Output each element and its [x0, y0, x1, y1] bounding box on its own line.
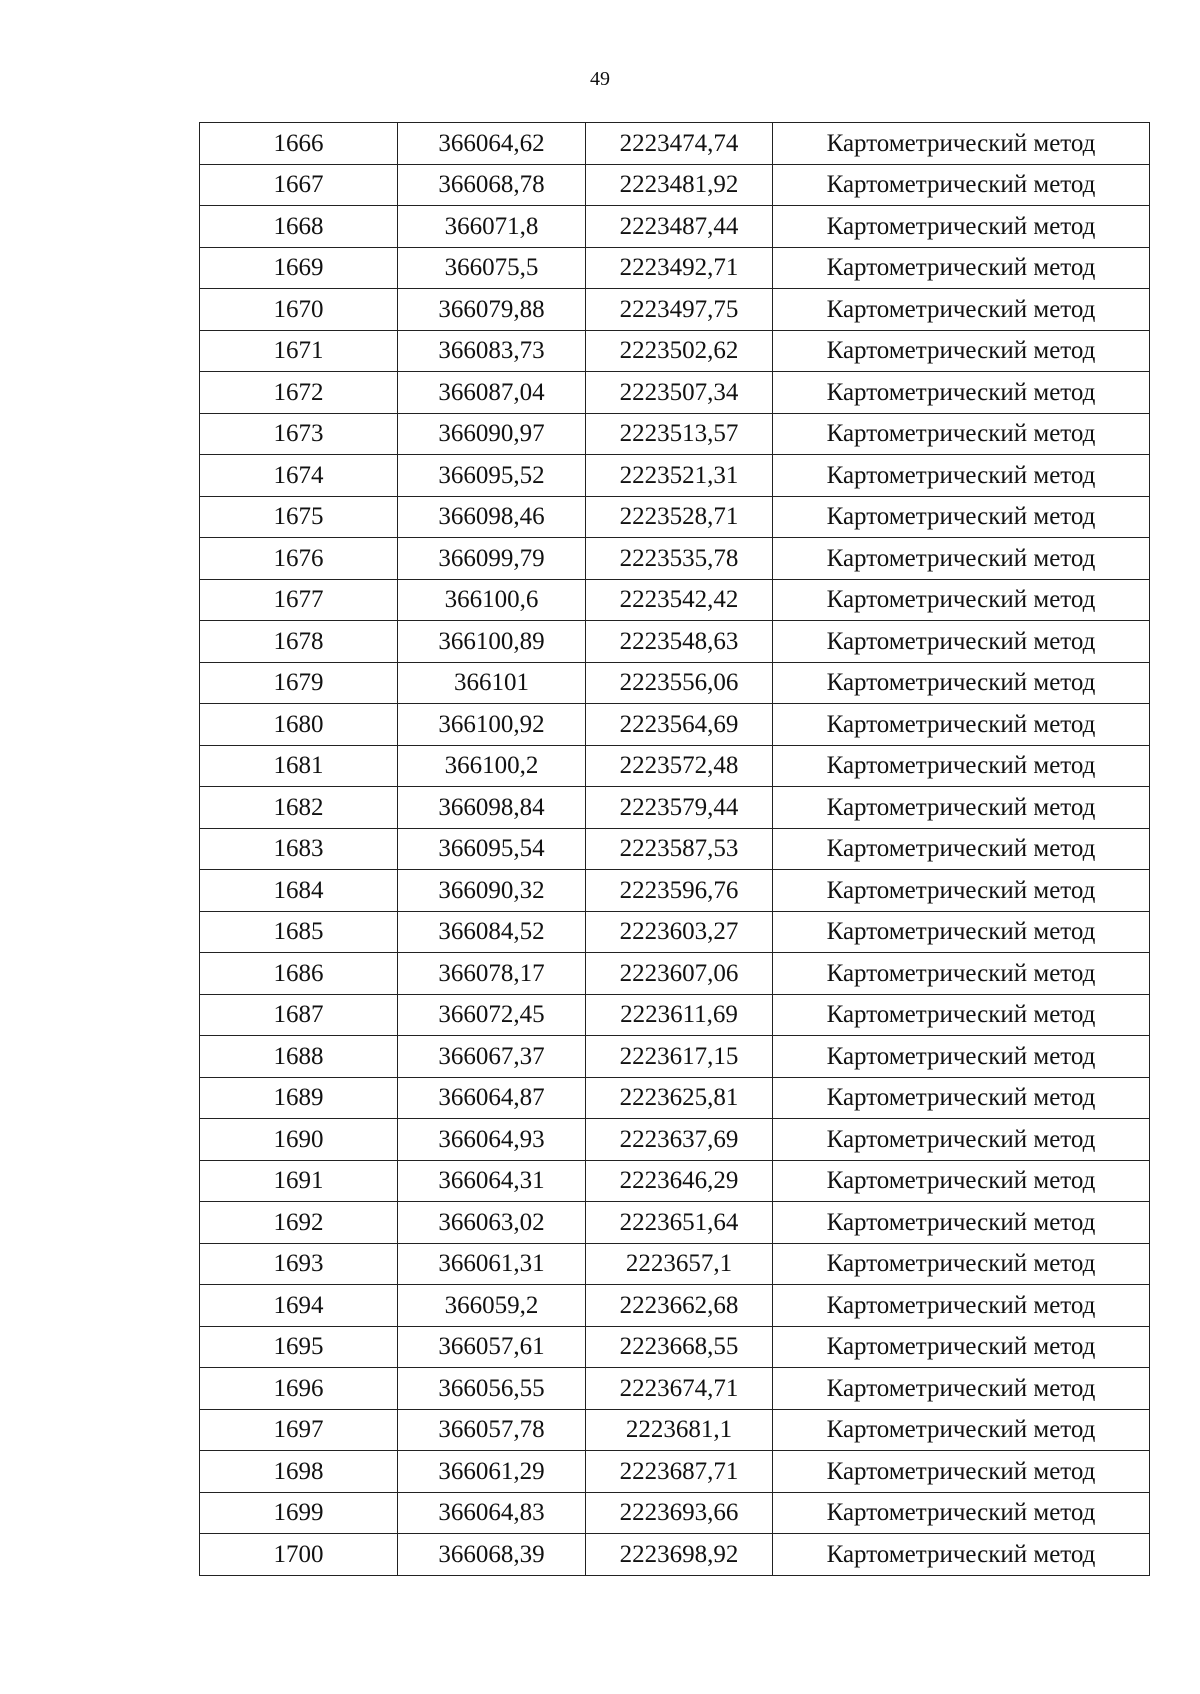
- x-coordinate-cell: 366061,29: [398, 1451, 586, 1493]
- x-coordinate-cell: 366064,62: [398, 123, 586, 165]
- y-coordinate-cell: 2223481,92: [586, 164, 773, 206]
- point-number-cell: 1678: [200, 621, 398, 663]
- y-coordinate-cell: 2223502,62: [586, 330, 773, 372]
- y-coordinate-cell: 2223625,81: [586, 1077, 773, 1119]
- method-cell: Картометрический метод: [773, 994, 1150, 1036]
- point-number-cell: 1684: [200, 870, 398, 912]
- table-row: [200, 704, 1150, 746]
- method-cell: Картометрический метод: [773, 455, 1150, 497]
- x-coordinate-cell: 366057,61: [398, 1326, 586, 1368]
- point-number-cell: 1685: [200, 911, 398, 953]
- x-coordinate-cell: 366087,04: [398, 372, 586, 414]
- x-coordinate-cell: 366078,17: [398, 953, 586, 995]
- method-cell: Картометрический метод: [773, 1492, 1150, 1534]
- method-cell: Картометрический метод: [773, 330, 1150, 372]
- x-coordinate-cell: 366067,37: [398, 1036, 586, 1078]
- point-number-cell: 1677: [200, 579, 398, 621]
- point-number-cell: 1687: [200, 994, 398, 1036]
- method-cell: Картометрический метод: [773, 372, 1150, 414]
- x-coordinate-cell: 366059,2: [398, 1285, 586, 1327]
- point-number-cell: 1690: [200, 1119, 398, 1161]
- y-coordinate-cell: 2223564,69: [586, 704, 773, 746]
- x-coordinate-cell: 366098,46: [398, 496, 586, 538]
- y-coordinate-cell: 2223487,44: [586, 206, 773, 248]
- x-coordinate-cell: 366099,79: [398, 538, 586, 580]
- method-cell: Картометрический метод: [773, 289, 1150, 331]
- y-coordinate-cell: 2223513,57: [586, 413, 773, 455]
- method-cell: Картометрический метод: [773, 206, 1150, 248]
- point-number-cell: 1668: [200, 206, 398, 248]
- x-coordinate-cell: 366071,8: [398, 206, 586, 248]
- x-coordinate-cell: 366063,02: [398, 1202, 586, 1244]
- method-cell: Картометрический метод: [773, 579, 1150, 621]
- x-coordinate-cell: 366068,39: [398, 1534, 586, 1576]
- table-row: [200, 206, 1150, 248]
- table-row: [200, 247, 1150, 289]
- point-number-cell: 1698: [200, 1451, 398, 1493]
- method-cell: Картометрический метод: [773, 1368, 1150, 1410]
- point-number-cell: 1675: [200, 496, 398, 538]
- table-row: [200, 1451, 1150, 1493]
- point-number-cell: 1674: [200, 455, 398, 497]
- method-cell: Картометрический метод: [773, 1326, 1150, 1368]
- table-row: [200, 413, 1150, 455]
- x-coordinate-cell: 366057,78: [398, 1409, 586, 1451]
- coordinates-table: [199, 122, 1150, 1576]
- point-number-cell: 1693: [200, 1243, 398, 1285]
- point-number-cell: 1679: [200, 662, 398, 704]
- x-coordinate-cell: 366101: [398, 662, 586, 704]
- y-coordinate-cell: 2223572,48: [586, 745, 773, 787]
- point-number-cell: 1697: [200, 1409, 398, 1451]
- x-coordinate-cell: 366090,97: [398, 413, 586, 455]
- table-row: [200, 123, 1150, 165]
- y-coordinate-cell: 2223607,06: [586, 953, 773, 995]
- y-coordinate-cell: 2223637,69: [586, 1119, 773, 1161]
- y-coordinate-cell: 2223651,64: [586, 1202, 773, 1244]
- table-row: [200, 1326, 1150, 1368]
- y-coordinate-cell: 2223611,69: [586, 994, 773, 1036]
- table-row: [200, 1036, 1150, 1078]
- table-row: [200, 538, 1150, 580]
- x-coordinate-cell: 366084,52: [398, 911, 586, 953]
- method-cell: Картометрический метод: [773, 704, 1150, 746]
- y-coordinate-cell: 2223548,63: [586, 621, 773, 663]
- method-cell: Картометрический метод: [773, 1119, 1150, 1161]
- method-cell: Картометрический метод: [773, 1036, 1150, 1078]
- method-cell: Картометрический метод: [773, 413, 1150, 455]
- point-number-cell: 1691: [200, 1160, 398, 1202]
- point-number-cell: 1670: [200, 289, 398, 331]
- x-coordinate-cell: 366098,84: [398, 787, 586, 829]
- x-coordinate-cell: 366100,2: [398, 745, 586, 787]
- table-row: [200, 372, 1150, 414]
- y-coordinate-cell: 2223497,75: [586, 289, 773, 331]
- y-coordinate-cell: 2223521,31: [586, 455, 773, 497]
- point-number-cell: 1692: [200, 1202, 398, 1244]
- method-cell: Картометрический метод: [773, 1409, 1150, 1451]
- point-number-cell: 1673: [200, 413, 398, 455]
- table-row: [200, 1534, 1150, 1576]
- table-row: [200, 579, 1150, 621]
- x-coordinate-cell: 366061,31: [398, 1243, 586, 1285]
- y-coordinate-cell: 2223535,78: [586, 538, 773, 580]
- y-coordinate-cell: 2223556,06: [586, 662, 773, 704]
- y-coordinate-cell: 2223596,76: [586, 870, 773, 912]
- method-cell: Картометрический метод: [773, 1202, 1150, 1244]
- method-cell: Картометрический метод: [773, 496, 1150, 538]
- point-number-cell: 1683: [200, 828, 398, 870]
- table-row: [200, 745, 1150, 787]
- table-row: [200, 994, 1150, 1036]
- x-coordinate-cell: 366095,52: [398, 455, 586, 497]
- table-row: [200, 1243, 1150, 1285]
- table-row: [200, 870, 1150, 912]
- table-row: [200, 289, 1150, 331]
- table-row: [200, 1409, 1150, 1451]
- y-coordinate-cell: 2223674,71: [586, 1368, 773, 1410]
- method-cell: Картометрический метод: [773, 621, 1150, 663]
- point-number-cell: 1680: [200, 704, 398, 746]
- x-coordinate-cell: 366100,6: [398, 579, 586, 621]
- point-number-cell: 1681: [200, 745, 398, 787]
- method-cell: Картометрический метод: [773, 1077, 1150, 1119]
- x-coordinate-cell: 366075,5: [398, 247, 586, 289]
- table-row: [200, 1077, 1150, 1119]
- page-number: 49: [590, 68, 610, 90]
- point-number-cell: 1700: [200, 1534, 398, 1576]
- y-coordinate-cell: 2223662,68: [586, 1285, 773, 1327]
- point-number-cell: 1666: [200, 123, 398, 165]
- method-cell: Картометрический метод: [773, 745, 1150, 787]
- x-coordinate-cell: 366079,88: [398, 289, 586, 331]
- method-cell: Картометрический метод: [773, 1451, 1150, 1493]
- x-coordinate-cell: 366064,93: [398, 1119, 586, 1161]
- y-coordinate-cell: 2223657,1: [586, 1243, 773, 1285]
- y-coordinate-cell: 2223603,27: [586, 911, 773, 953]
- method-cell: Картометрический метод: [773, 828, 1150, 870]
- y-coordinate-cell: 2223698,92: [586, 1534, 773, 1576]
- point-number-cell: 1699: [200, 1492, 398, 1534]
- table-row: [200, 621, 1150, 663]
- point-number-cell: 1669: [200, 247, 398, 289]
- method-cell: Картометрический метод: [773, 538, 1150, 580]
- point-number-cell: 1676: [200, 538, 398, 580]
- table-row: [200, 1285, 1150, 1327]
- x-coordinate-cell: 366056,55: [398, 1368, 586, 1410]
- y-coordinate-cell: 2223507,34: [586, 372, 773, 414]
- point-number-cell: 1686: [200, 953, 398, 995]
- x-coordinate-cell: 366068,78: [398, 164, 586, 206]
- point-number-cell: 1672: [200, 372, 398, 414]
- y-coordinate-cell: 2223528,71: [586, 496, 773, 538]
- method-cell: Картометрический метод: [773, 164, 1150, 206]
- method-cell: Картометрический метод: [773, 1534, 1150, 1576]
- point-number-cell: 1671: [200, 330, 398, 372]
- y-coordinate-cell: 2223542,42: [586, 579, 773, 621]
- method-cell: Картометрический метод: [773, 1285, 1150, 1327]
- y-coordinate-cell: 2223474,74: [586, 123, 773, 165]
- point-number-cell: 1696: [200, 1368, 398, 1410]
- table-row: [200, 1160, 1150, 1202]
- x-coordinate-cell: 366064,87: [398, 1077, 586, 1119]
- x-coordinate-cell: 366083,73: [398, 330, 586, 372]
- y-coordinate-cell: 2223579,44: [586, 787, 773, 829]
- x-coordinate-cell: 366064,31: [398, 1160, 586, 1202]
- y-coordinate-cell: 2223646,29: [586, 1160, 773, 1202]
- y-coordinate-cell: 2223681,1: [586, 1409, 773, 1451]
- table-row: [200, 1119, 1150, 1161]
- point-number-cell: 1688: [200, 1036, 398, 1078]
- method-cell: Картометрический метод: [773, 911, 1150, 953]
- x-coordinate-cell: 366090,32: [398, 870, 586, 912]
- table-row: [200, 953, 1150, 995]
- x-coordinate-cell: 366064,83: [398, 1492, 586, 1534]
- point-number-cell: 1682: [200, 787, 398, 829]
- point-number-cell: 1694: [200, 1285, 398, 1327]
- y-coordinate-cell: 2223693,66: [586, 1492, 773, 1534]
- point-number-cell: 1667: [200, 164, 398, 206]
- y-coordinate-cell: 2223617,15: [586, 1036, 773, 1078]
- table-row: [200, 662, 1150, 704]
- y-coordinate-cell: 2223668,55: [586, 1326, 773, 1368]
- table-row: [200, 828, 1150, 870]
- method-cell: Картометрический метод: [773, 1160, 1150, 1202]
- method-cell: Картометрический метод: [773, 1243, 1150, 1285]
- method-cell: Картометрический метод: [773, 247, 1150, 289]
- method-cell: Картометрический метод: [773, 662, 1150, 704]
- y-coordinate-cell: 2223587,53: [586, 828, 773, 870]
- table-row: [200, 455, 1150, 497]
- table-row: [200, 1202, 1150, 1244]
- table-row: [200, 787, 1150, 829]
- table-row: [200, 164, 1150, 206]
- method-cell: Картометрический метод: [773, 123, 1150, 165]
- table-row: [200, 496, 1150, 538]
- table-row: [200, 330, 1150, 372]
- table-row: [200, 1492, 1150, 1534]
- table-row: [200, 911, 1150, 953]
- method-cell: Картометрический метод: [773, 870, 1150, 912]
- x-coordinate-cell: 366100,92: [398, 704, 586, 746]
- x-coordinate-cell: 366072,45: [398, 994, 586, 1036]
- point-number-cell: 1689: [200, 1077, 398, 1119]
- table-row: [200, 1368, 1150, 1410]
- coordinates-table-body: [200, 123, 1150, 1576]
- x-coordinate-cell: 366095,54: [398, 828, 586, 870]
- point-number-cell: 1695: [200, 1326, 398, 1368]
- method-cell: Картометрический метод: [773, 953, 1150, 995]
- y-coordinate-cell: 2223687,71: [586, 1451, 773, 1493]
- x-coordinate-cell: 366100,89: [398, 621, 586, 663]
- y-coordinate-cell: 2223492,71: [586, 247, 773, 289]
- method-cell: Картометрический метод: [773, 787, 1150, 829]
